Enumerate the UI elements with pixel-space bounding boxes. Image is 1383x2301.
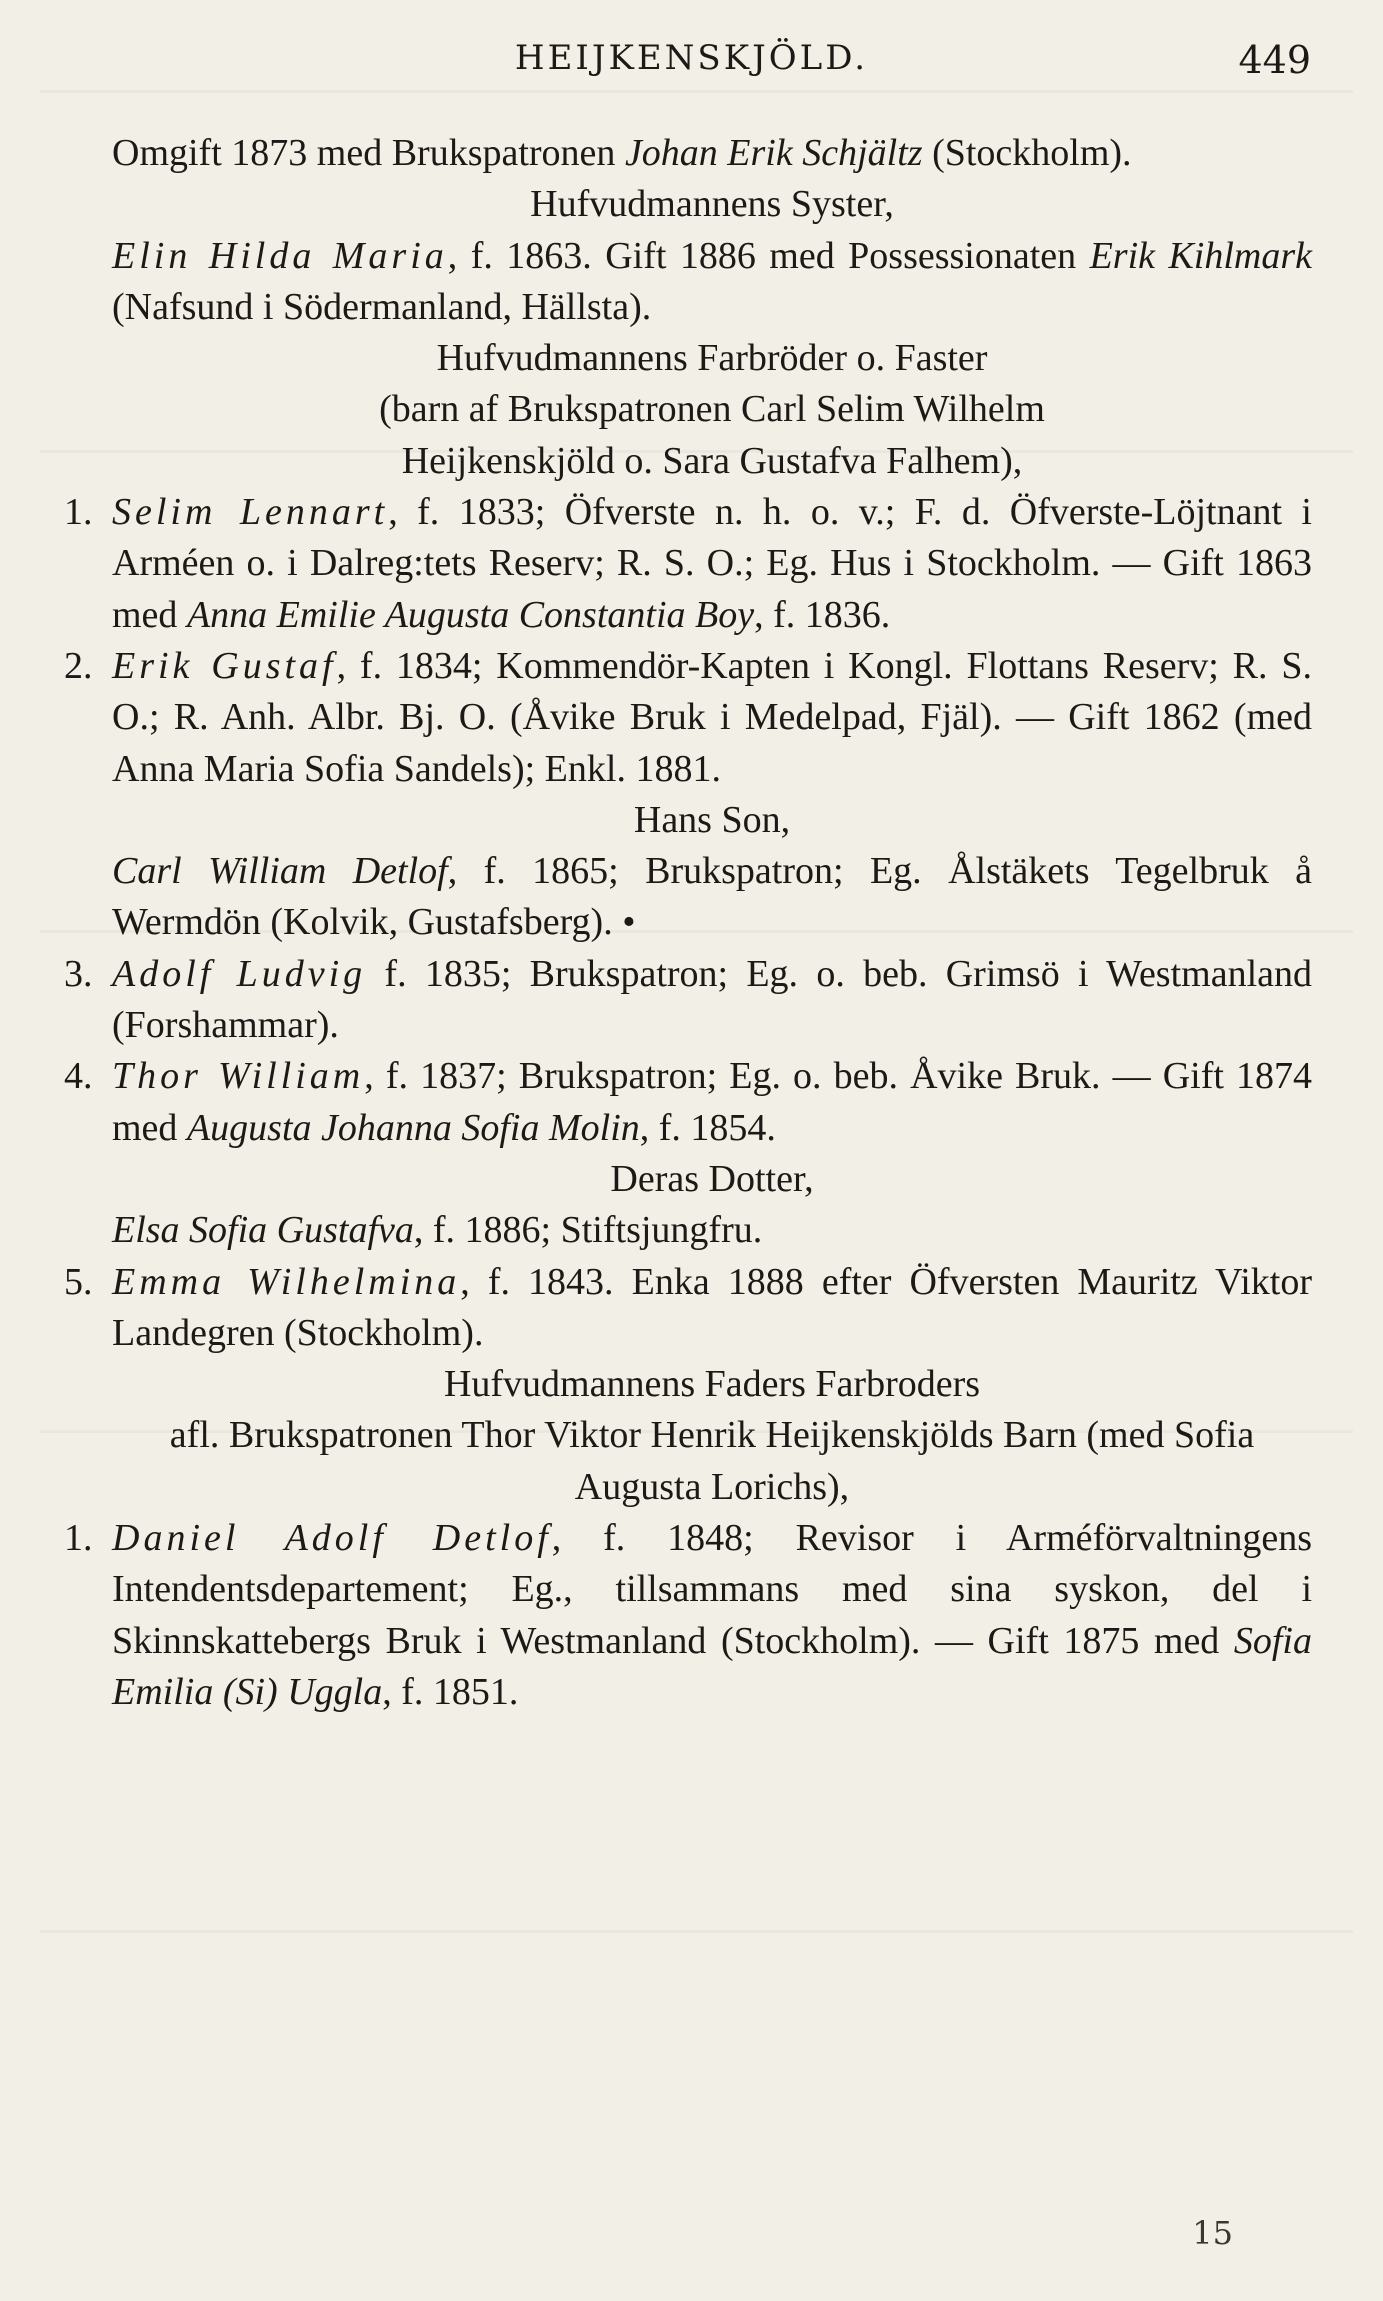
entry-daniel: 1. Daniel Adolf Detlof, f. 1848; Revisor i Arméförvaltningens Intendentsdepartement; Eg., tillsammans med sina syskon, del i Skinnskattebergs Bruk i Westmanland (Stockholm). — Gift 1875 med Sofia Emilia (Si) Uggla, f. 1851. [112,1513,1312,1718]
spouse-name: Erik Kihlmark [1089,234,1313,277]
heading-farbroder: Hufvudmannens Farbröder o. Faster (barn af Brukspatronen Carl Selim Wilhelm Heijkenskjöld o. Sara Gustafva Falhem), [379,337,1045,482]
person-name: Elin Hilda Maria [112,234,448,277]
entry-erik: 2. Erik Gustaf, f. 1834; Kommendör-Kapten i Kongl. Flottans Reserv; R. S. O.; R. Anh. Albr. Bj. O. (Åvike Bruk i Medelpad, Fjäl). — Gift 1862 (med Anna Maria Sofia Sandels); Enkl. 1881. [112,641,1312,795]
entry-number: 4. [64,1055,93,1098]
spouse-name: Anna Emilie Augusta Constantia Boy [186,593,755,636]
person-name: Carl William Detlof [112,850,448,893]
person-name: Adolf Ludvig [112,952,367,995]
entry-number: 1. [64,1517,93,1560]
person-name: Emma Wilhelmina [112,1260,461,1303]
heading-faders-farbroder: Hufvudmannens Faders Farbroders afl. Brukspatronen Thor Viktor Henrik Heijkenskjölds Barn (med Sofia Augusta Lorichs), [169,1363,1255,1508]
entry-number: 2. [64,644,93,687]
entry-number: 1. [64,491,93,534]
paragraph-remarriage: Omgift 1873 med Brukspatronen Johan Erik Schjältz (Stockholm). [112,132,1132,174]
entry-adolf: 3. Adolf Ludvig f. 1835; Brukspatron; Eg. o. beb. Grimsö i Westmanland (Forshammar). [112,949,1312,1052]
paragraph-elin: Elin Hilda Maria, f. 1863. Gift 1886 med Possessionaten Erik Kihlmark (Nafsund i Södermanland, Hällsta). [112,234,1313,328]
heading-son: Hans Son, [633,798,791,841]
entry-selim: 1. Selim Lennart, f. 1833; Öfverste n. h. o. v.; F. d. Öfverste-Löjtnant i Arméen o. i Dalreg:tets Reserv; R. S. O.; Eg. Hus i Stockholm. — Gift 1863 med Anna Emilie Augusta Constantia Boy, f. 1836. [112,487,1312,641]
entry-number: 3. [64,952,93,995]
person-name: Elsa Sofia Gustafva [112,1209,414,1252]
page-header [0,38,1383,94]
spouse-name: Sofia Emilia (Si) Uggla [112,1619,1312,1713]
person-name: Daniel Adolf Detlof [112,1517,552,1560]
paragraph-son: Carl William Detlof, f. 1865; Brukspatron; Eg. Ålstäkets Tegelbruk å Wermdön (Kolvik, Gustafsberg). • [112,850,1312,944]
person-name: Erik Gustaf [112,644,337,687]
entry-emma: 5. Emma Wilhelmina, f. 1843. Enka 1888 efter Öfversten Mauritz Viktor Landegren (Stockholm). [112,1257,1312,1360]
spouse-name: Augusta Johanna Sofia Molin [186,1106,640,1149]
entry-thor: 4. Thor William, f. 1837; Brukspatron; Eg. o. beb. Åvike Bruk. — Gift 1874 med Augusta Johanna Sofia Molin, f. 1854. [112,1051,1312,1154]
entry-number: 5. [64,1260,93,1303]
running-head: HEIJKENSKJÖLD. [514,38,869,78]
heading-syster: Hufvudmannens Syster, [530,183,894,226]
paragraph-dotter: Elsa Sofia Gustafva, f. 1886; Stiftsjungfru. [112,1209,763,1252]
spouse-name: Johan Erik Schjältz [624,132,923,174]
person-name: Thor William [112,1055,365,1098]
page-number: 449 [1238,38,1311,82]
heading-dotter: Deras Dotter, [610,1157,814,1200]
signature-mark: 15 [1192,2214,1233,2252]
person-name: Selim Lennart [112,491,389,534]
page-body [64,128,1313,1718]
